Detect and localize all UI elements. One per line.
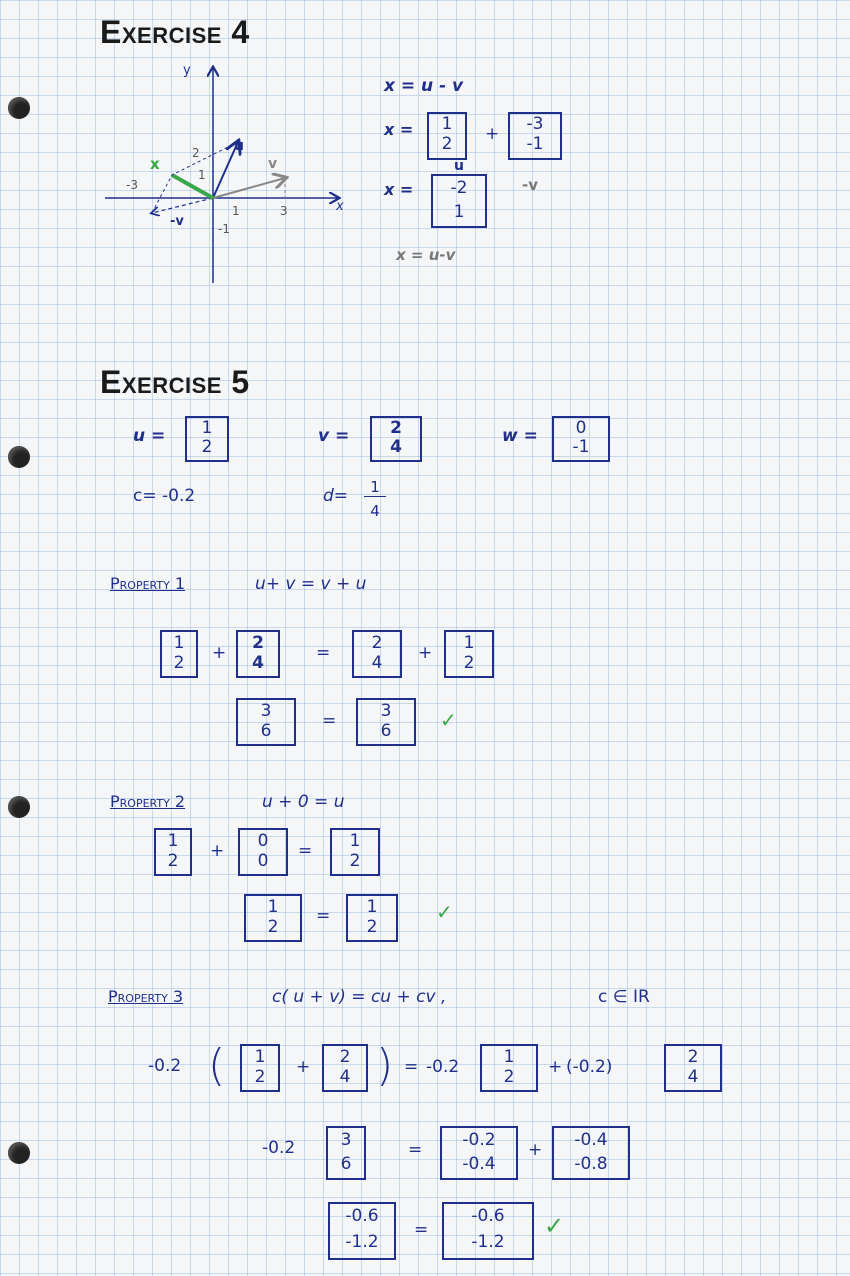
- x-vec-2: 1: [453, 202, 465, 222]
- p1-r1-2: 6: [260, 721, 272, 741]
- v-vector: [213, 178, 285, 198]
- mv-vec-2: -1: [526, 134, 544, 154]
- p3-h-1: -0.6: [471, 1206, 505, 1226]
- v-def-lhs: v =: [318, 426, 350, 446]
- v-def-2: 4: [390, 437, 402, 457]
- p3-coef: -0.2: [148, 1056, 182, 1076]
- tick-3: 3: [280, 204, 288, 218]
- equals-sign: =: [322, 711, 337, 731]
- u-def-2: 2: [201, 437, 213, 457]
- p3-c-1: 1: [503, 1047, 515, 1067]
- c-def: c= -0.2: [133, 486, 196, 506]
- p3-e-2: -0.4: [462, 1154, 496, 1174]
- property-1-label: Property 1: [110, 574, 186, 593]
- exercise-5-title: Exercise 5: [100, 364, 250, 400]
- plus-sign: +: [485, 124, 500, 144]
- under-minus-v-label: -v: [522, 176, 539, 194]
- d-num: 1: [364, 478, 386, 497]
- p3-e-1: -0.2: [462, 1130, 496, 1150]
- ex4-final: x = u-v: [396, 246, 456, 264]
- tick-minus-1: -1: [218, 222, 230, 236]
- ex4-line1: x = u - v: [384, 76, 464, 96]
- p1-r1-1: 3: [260, 701, 272, 721]
- p2-b-2: 0: [257, 851, 269, 871]
- p1-c-2: 4: [371, 653, 383, 673]
- binder-hole: [8, 796, 30, 818]
- p1-c-1: 2: [371, 633, 383, 653]
- p1-a-2: 2: [173, 653, 185, 673]
- u-def-lhs: u =: [133, 426, 166, 446]
- plus-sign: +: [210, 841, 225, 861]
- p2-r1-2: 2: [267, 917, 279, 937]
- property-3-domain: c ∈ IR: [598, 987, 650, 1007]
- v-def-1: 2: [390, 418, 402, 438]
- tick-1: 1: [232, 204, 240, 218]
- d-def-lhs: d=: [323, 486, 349, 506]
- tick-2: 2: [192, 146, 200, 160]
- check-mark-icon: ✓: [544, 1212, 565, 1240]
- dashed-guide: [152, 175, 172, 213]
- p2-r2-2: 2: [366, 917, 378, 937]
- equals-sign: =: [316, 643, 331, 663]
- p1-a-1: 1: [173, 633, 185, 653]
- x-label: x: [336, 199, 344, 214]
- p1-d-1: 1: [463, 633, 475, 653]
- u-vec-1: 1: [441, 114, 453, 134]
- equals-sign: =: [404, 1057, 419, 1077]
- p1-b-1: 2: [252, 633, 264, 653]
- close-paren: ): [376, 1040, 394, 1091]
- p3-a-1: 1: [254, 1047, 266, 1067]
- minus-v-label: -v: [170, 214, 184, 229]
- p3-coef-2: -0.2: [426, 1057, 460, 1077]
- p3-coef-paren: (-0.2): [566, 1057, 613, 1077]
- p2-b-1: 0: [257, 831, 269, 851]
- p2-a-1: 1: [167, 831, 179, 851]
- plus-sign: +: [528, 1140, 543, 1160]
- tick-minus-3: -3: [126, 178, 138, 192]
- property-3-statement: c( u + v) = cu + cv ,: [272, 987, 447, 1007]
- p1-b-2: 4: [252, 653, 264, 673]
- p2-r1-1: 1: [267, 897, 279, 917]
- p2-c-2: 2: [349, 851, 361, 871]
- p3-h-2: -1.2: [471, 1232, 505, 1252]
- tick-1-y: 1: [198, 168, 206, 182]
- p3-f-2: -0.8: [574, 1154, 608, 1174]
- equals-sign: =: [408, 1140, 423, 1160]
- ex4-line3-lhs: x =: [384, 180, 414, 199]
- p3-b-2: 4: [339, 1067, 351, 1087]
- u-def-1: 1: [201, 418, 213, 438]
- p3-s-1: 3: [340, 1130, 352, 1150]
- check-mark-icon: ✓: [436, 900, 453, 924]
- p3-d-1: 2: [687, 1047, 699, 1067]
- p3-s-2: 6: [340, 1154, 352, 1174]
- plus-sign: +: [296, 1057, 311, 1077]
- equals-sign: =: [414, 1220, 429, 1240]
- plus-sign: +: [418, 643, 433, 663]
- vector-graph: [100, 58, 360, 288]
- p2-a-2: 2: [167, 851, 179, 871]
- p2-r2-1: 1: [366, 897, 378, 917]
- plus-sign: +: [548, 1057, 563, 1077]
- p1-r2-2: 6: [380, 721, 392, 741]
- p3-d-2: 4: [687, 1067, 699, 1087]
- p2-c-1: 1: [349, 831, 361, 851]
- ex4-line2-lhs: x =: [384, 120, 414, 139]
- w-def-lhs: w =: [502, 426, 538, 446]
- x-vec-1: -2: [450, 178, 468, 198]
- v-label: v: [268, 156, 278, 172]
- p3-coef-3: -0.2: [262, 1138, 296, 1158]
- property-3-label: Property 3: [108, 987, 184, 1006]
- y-label: y: [183, 63, 191, 78]
- p3-g-1: -0.6: [345, 1206, 379, 1226]
- property-2-statement: u + 0 = u: [262, 792, 345, 812]
- u-label: u: [234, 138, 244, 154]
- check-mark-icon: ✓: [440, 708, 457, 732]
- d-den: 4: [370, 502, 380, 520]
- property-2-label: Property 2: [110, 792, 186, 811]
- open-paren: (: [208, 1040, 226, 1091]
- exercise-4-title: Exercise 4: [100, 14, 250, 50]
- binder-hole: [8, 97, 30, 119]
- p1-d-2: 2: [463, 653, 475, 673]
- p3-g-2: -1.2: [345, 1232, 379, 1252]
- p3-b-1: 2: [339, 1047, 351, 1067]
- under-u-label: u: [454, 158, 464, 174]
- p3-f-1: -0.4: [574, 1130, 608, 1150]
- x-vector-label: x: [150, 155, 160, 173]
- p3-c-2: 2: [503, 1067, 515, 1087]
- binder-hole: [8, 446, 30, 468]
- equals-sign: =: [298, 841, 313, 861]
- plus-sign: +: [212, 643, 227, 663]
- p3-a-2: 2: [254, 1067, 266, 1087]
- equals-sign: =: [316, 906, 331, 926]
- property-1-statement: u+ v = v + u: [255, 574, 367, 594]
- x-vector: [172, 175, 213, 198]
- mv-vec-1: -3: [526, 114, 544, 134]
- binder-hole: [8, 1142, 30, 1164]
- u-vec-2: 2: [441, 134, 453, 154]
- w-def-2: -1: [572, 437, 590, 457]
- p1-r2-1: 3: [380, 701, 392, 721]
- w-def-1: 0: [575, 418, 587, 438]
- minus-v-vector: [152, 198, 213, 213]
